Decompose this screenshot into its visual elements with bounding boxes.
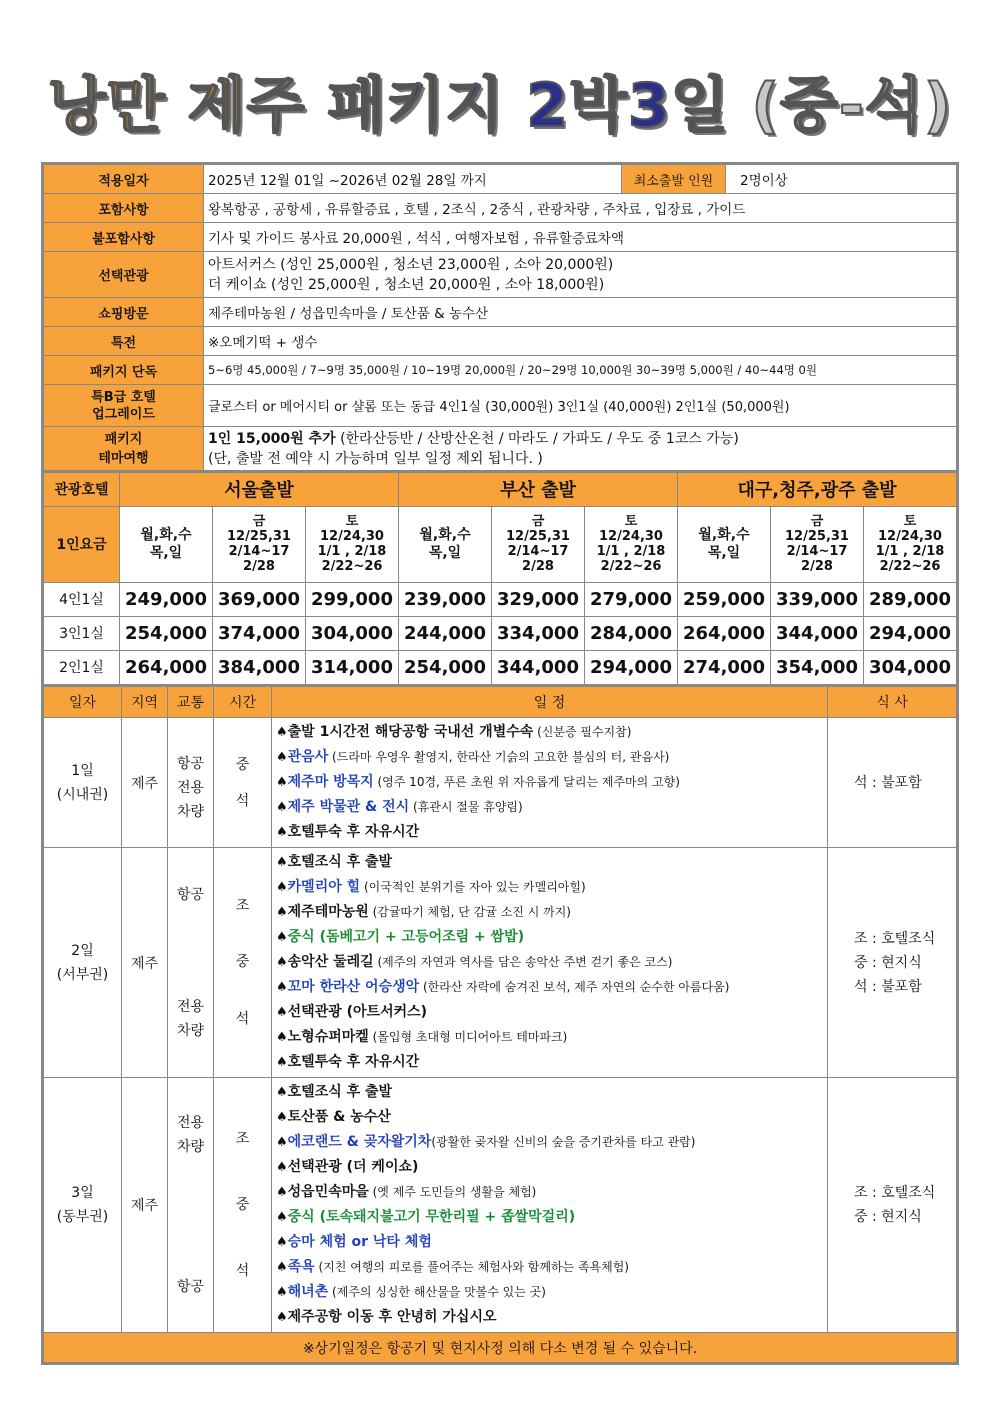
option-line-2: 더 케이쇼 (성인 25,000원 , 청소년 20,000원 , 소아 18,000원) xyxy=(208,276,605,293)
day-type-header xyxy=(306,506,399,582)
day-cell xyxy=(44,718,122,848)
spade-icon: ♠ xyxy=(276,905,288,920)
item-title: 선택관광 (아트서커스) xyxy=(287,1004,428,1020)
price-cell: 274,000 xyxy=(678,650,771,684)
day-type-line: 2/22~26 xyxy=(600,559,662,574)
day-cell xyxy=(44,1078,122,1333)
spade-icon: ♠ xyxy=(276,955,288,970)
price-cell: 264,000 xyxy=(120,650,213,684)
transport-line: 차량 xyxy=(176,803,205,820)
meal-time: 중 xyxy=(235,954,250,971)
day-number: 3일 xyxy=(71,1185,94,1201)
fare-label: 1인요금 xyxy=(44,506,120,582)
spade-icon: ♠ xyxy=(276,1160,288,1175)
day-type-line: 금 xyxy=(531,514,545,529)
time-cell xyxy=(214,1078,272,1333)
price-cell: 279,000 xyxy=(585,582,678,616)
day-type-header xyxy=(213,506,306,582)
shop-label: 쇼핑방문 xyxy=(44,298,204,327)
schedule-item xyxy=(276,720,823,745)
price-cell: 369,000 xyxy=(213,582,306,616)
theme-line-2: (단, 출발 전 예약 시 가능하며 일부 일정 제외 됩니다. ) xyxy=(208,450,543,467)
schedule-table xyxy=(43,685,957,1364)
price-cell: 289,000 xyxy=(864,582,957,616)
day-type-line: 12/25,31 xyxy=(506,529,570,544)
day-type-line: 2/14~17 xyxy=(228,544,290,559)
price-cell: 374,000 xyxy=(213,616,306,650)
meal-cell xyxy=(828,718,957,848)
price-cell: 329,000 xyxy=(492,582,585,616)
region-seoul: 서울출발 xyxy=(120,472,399,506)
header-plan: 일 정 xyxy=(272,686,828,718)
transport-line: 항공 xyxy=(176,1279,205,1295)
item-note: (영주 10경, 푸른 초원 위 자유롭게 달리는 제주마의 고향) xyxy=(373,775,680,789)
plan-cell xyxy=(272,848,828,1078)
spade-icon: ♠ xyxy=(276,1085,288,1100)
meal-info: 조 : 호텔조식 xyxy=(854,1185,936,1201)
item-title: 토산품 & 농수산 xyxy=(287,1109,391,1125)
day-type-header xyxy=(678,506,771,582)
meal-time: 중 xyxy=(235,1197,250,1213)
theme-label xyxy=(44,427,204,471)
include-label: 포함사항 xyxy=(44,194,204,223)
day-type-line: 토 xyxy=(345,514,359,529)
item-note: (드라마 우영우 촬영지, 한라산 기슭의 고요한 불심의 터, 관음사) xyxy=(328,750,670,764)
exclude-value: 기사 및 가이드 봉사료 20,000원 , 석식 , 여행자보험 , 유류할증료차액 xyxy=(204,223,957,252)
day-type-line: 2/28 xyxy=(243,559,275,574)
spade-icon: ♠ xyxy=(276,1235,288,1250)
schedule-item xyxy=(276,1305,823,1330)
day-type-line: 2/14~17 xyxy=(786,544,848,559)
special-value: ※오메기떡 + 생수 xyxy=(204,327,957,356)
schedule-item xyxy=(276,1180,823,1205)
day-type-header xyxy=(585,506,678,582)
item-title: 제주공항 이동 후 안녕히 가십시오 xyxy=(287,1309,497,1325)
day-type-line: 월,화,수 xyxy=(698,527,750,543)
region-name: 제주 xyxy=(130,955,159,972)
item-title: 송악산 둘레길 xyxy=(287,954,374,970)
day-type-line: 목,일 xyxy=(428,545,462,561)
item-title: 노형슈퍼마켙 xyxy=(287,1029,369,1045)
day-type-header xyxy=(399,506,492,582)
header-region: 지역 xyxy=(122,686,168,718)
item-title: 출발 1시간전 해당공항 국내선 개별수속 xyxy=(287,724,534,740)
spade-icon: ♠ xyxy=(276,800,288,815)
transport-line: 항공 xyxy=(176,755,205,772)
header-time: 시간 xyxy=(214,686,272,718)
day-type-line: 12/25,31 xyxy=(785,529,849,544)
day-type-line: 1/1 , 2/18 xyxy=(875,544,945,559)
schedule-item xyxy=(276,1105,823,1130)
price-cell: 284,000 xyxy=(585,616,678,650)
item-title: 중식 (돔베고기 + 고등어조림 + 쌈밥) xyxy=(287,929,525,945)
time-cell xyxy=(214,848,272,1078)
spade-icon: ♠ xyxy=(276,1055,288,1070)
day-type-header xyxy=(864,506,957,582)
price-cell: 249,000 xyxy=(120,582,213,616)
day-area: (시내권) xyxy=(56,786,109,803)
transport-line: 차량 xyxy=(176,1139,205,1155)
spade-icon: ♠ xyxy=(276,980,288,995)
schedule-notice: ※상기일정은 항공기 및 현지사정 의해 다소 변경 될 수 있습니다. xyxy=(44,1333,957,1363)
item-title: 호텔조식 후 출발 xyxy=(287,1084,393,1100)
day-type-line: 2/22~26 xyxy=(321,559,383,574)
transport-line: 전용 xyxy=(176,779,205,796)
meal-time: 중 xyxy=(235,756,250,773)
meal-info: 석 : 불포함 xyxy=(854,978,922,995)
price-cell: 334,000 xyxy=(492,616,585,650)
item-title: 호텔조식 후 출발 xyxy=(287,854,393,870)
meal-time: 석 xyxy=(235,792,250,809)
day-area: (서부권) xyxy=(56,966,109,983)
schedule-item xyxy=(276,1230,823,1255)
price-cell: 254,000 xyxy=(399,650,492,684)
spade-icon: ♠ xyxy=(276,1260,288,1275)
day-type-line: 2/28 xyxy=(522,559,554,574)
price-cell: 344,000 xyxy=(771,616,864,650)
theme-price: 1인 15,000원 추가 xyxy=(208,430,336,447)
room-type: 2인1실 xyxy=(44,650,120,684)
room-type: 4인1실 xyxy=(44,582,120,616)
item-note: (한라산 자락에 숨겨진 보석, 제주 자연의 순수한 아름다움) xyxy=(419,980,730,994)
price-row xyxy=(44,616,957,650)
spade-icon: ♠ xyxy=(276,1005,288,1020)
day-type-header xyxy=(120,506,213,582)
group-value: 5~6명 45,000원 / 7~9명 35,000원 / 10~19명 20,000원 / 20~29명 10,000원 30~39명 5,000원 / 40~44명 0원 xyxy=(204,356,957,385)
schedule-item xyxy=(276,875,823,900)
plan-cell xyxy=(272,718,828,848)
price-cell: 244,000 xyxy=(399,616,492,650)
spade-icon: ♠ xyxy=(276,775,288,790)
schedule-item xyxy=(276,795,823,820)
region-daegu: 대구,청주,광주 출발 xyxy=(678,472,957,506)
price-cell: 259,000 xyxy=(678,582,771,616)
transport-line: 항공 xyxy=(176,886,205,903)
price-cell: 294,000 xyxy=(864,616,957,650)
day-type-line: 2/14~17 xyxy=(507,544,569,559)
day-type-line: 12/24,30 xyxy=(878,529,942,544)
meal-time: 조 xyxy=(235,897,250,914)
price-cell: 354,000 xyxy=(771,650,864,684)
day-cell xyxy=(44,848,122,1078)
include-value: 왕복항공 , 공항세 , 유류할증료 , 호텔 , 2조식 , 2중식 , 관광차량 , 주차료 , 입장료 , 가이드 xyxy=(204,194,957,223)
item-title: 에코랜드 & 곶자왈기차 xyxy=(287,1134,432,1150)
theme-line-1 xyxy=(208,429,952,449)
item-title: 승마 체험 or 낙타 체험 xyxy=(287,1234,432,1250)
day-type-header xyxy=(771,506,864,582)
price-cell: 344,000 xyxy=(492,650,585,684)
region-cell xyxy=(122,718,168,848)
schedule-item xyxy=(276,850,823,875)
item-title: 선택관광 (더 케이쇼) xyxy=(287,1159,419,1175)
spade-icon: ♠ xyxy=(276,1135,288,1150)
day-number: 2일 xyxy=(71,942,94,959)
period-value: 2025년 12월 01일 ~2026년 02월 28일 까지 xyxy=(204,165,622,194)
schedule-day-row xyxy=(44,718,957,848)
meal-info: 중 : 현지식 xyxy=(854,954,922,971)
day-type-line: 월,화,수 xyxy=(419,527,471,543)
spade-icon: ♠ xyxy=(276,880,288,895)
spade-icon: ♠ xyxy=(276,1210,288,1225)
min-label: 최소출발 인원 xyxy=(622,165,726,194)
item-title: 제주테마농원 xyxy=(287,904,369,920)
schedule-item xyxy=(276,925,823,950)
theme-label-line-2: 테마여행 xyxy=(98,450,149,466)
option-line-1: 아트서커스 (성인 25,000원 , 청소년 23,000원 , 소아 20,000원) xyxy=(208,256,614,273)
meal-time: 석 xyxy=(235,1263,250,1279)
item-note: (제주의 자연과 역사를 담은 송악산 주변 걷기 좋은 코스) xyxy=(373,955,673,969)
price-cell: 384,000 xyxy=(213,650,306,684)
transport-line: 차량 xyxy=(176,1022,205,1039)
day-area: (동부권) xyxy=(56,1209,109,1225)
header-day: 일자 xyxy=(44,686,122,718)
region-cell xyxy=(122,848,168,1078)
meal-time: 조 xyxy=(235,1131,250,1147)
min-value: 2명이상 xyxy=(726,165,957,194)
day-type-line: 금 xyxy=(252,514,266,529)
price-cell: 304,000 xyxy=(306,616,399,650)
schedule-item xyxy=(276,1255,823,1280)
schedule-day-row xyxy=(44,1078,957,1333)
item-title: 꼬마 한라산 어승생악 xyxy=(287,979,420,995)
day-number: 1일 xyxy=(71,762,94,779)
header-meal: 식 사 xyxy=(828,686,957,718)
item-note: (이국적인 분위기를 자아 있는 카멜리아힐) xyxy=(360,880,586,894)
item-note: (지친 여행의 피로를 풀어주는 체험사와 함께하는 족욕체험) xyxy=(314,1260,629,1274)
meal-info: 석 : 불포함 xyxy=(854,774,922,791)
day-type-line: 2/28 xyxy=(801,559,833,574)
schedule-item xyxy=(276,820,823,845)
exclude-label: 불포함사항 xyxy=(44,223,204,252)
transport-cell xyxy=(168,1078,214,1333)
theme-value xyxy=(204,427,957,471)
schedule-item xyxy=(276,745,823,770)
option-value xyxy=(204,252,957,298)
spade-icon: ♠ xyxy=(276,1310,288,1325)
item-note: (제주의 싱싱한 해산물을 맛볼수 있는 곳) xyxy=(328,1285,546,1299)
price-cell: 254,000 xyxy=(120,616,213,650)
price-cell: 314,000 xyxy=(306,650,399,684)
spade-icon: ♠ xyxy=(276,825,288,840)
spade-icon: ♠ xyxy=(276,930,288,945)
option-label: 선택관광 xyxy=(44,252,204,298)
item-title: 카멜리아 힐 xyxy=(287,879,361,895)
theme-label-line-1: 패키지 xyxy=(104,431,143,447)
day-type-line: 12/24,30 xyxy=(599,529,663,544)
price-row xyxy=(44,650,957,684)
schedule-item xyxy=(276,1280,823,1305)
price-cell: 239,000 xyxy=(399,582,492,616)
day-type-line: 토 xyxy=(624,514,638,529)
group-label: 패키지 단독 xyxy=(44,356,204,385)
price-row xyxy=(44,582,957,616)
item-title: 중식 (토속돼지불고기 무한리필 + 좁쌀막걸리) xyxy=(287,1209,576,1225)
spade-icon: ♠ xyxy=(276,1285,288,1300)
item-title: 관음사 xyxy=(287,749,329,765)
price-cell: 264,000 xyxy=(678,616,771,650)
spade-icon: ♠ xyxy=(276,1030,288,1045)
item-note: (몰입형 초대형 미디어아트 테마파크) xyxy=(368,1030,568,1044)
item-note: (광활한 곶자왈 신비의 숲을 증기관차를 타고 관람) xyxy=(431,1135,696,1149)
region-name: 제주 xyxy=(130,775,159,792)
title-part-1: 낭만 제주 xyxy=(47,71,306,141)
day-type-line: 금 xyxy=(810,514,824,529)
shop-value: 제주테마농원 / 성읍민속마을 / 토산품 & 농수산 xyxy=(204,298,957,327)
upgrade-label xyxy=(44,385,204,427)
day-type-line: 목,일 xyxy=(149,545,183,561)
price-cell: 304,000 xyxy=(864,650,957,684)
schedule-item xyxy=(276,1025,823,1050)
schedule-item xyxy=(276,770,823,795)
price-cell: 299,000 xyxy=(306,582,399,616)
day-type-line: 1/1 , 2/18 xyxy=(317,544,387,559)
day-type-line: 1/1 , 2/18 xyxy=(596,544,666,559)
region-busan: 부산 출발 xyxy=(399,472,678,506)
price-cell: 339,000 xyxy=(771,582,864,616)
schedule-day-row xyxy=(44,848,957,1078)
schedule-item xyxy=(276,1155,823,1180)
special-label: 특전 xyxy=(44,327,204,356)
page-title xyxy=(0,58,1000,144)
price-table xyxy=(43,471,957,685)
spade-icon: ♠ xyxy=(276,855,288,870)
theme-courses: (한라산등반 / 산방산온천 / 마라도 / 가파도 / 우도 중 1코스 가능) xyxy=(335,430,739,447)
plan-cell xyxy=(272,1078,828,1333)
schedule-item xyxy=(276,975,823,1000)
price-cell: 294,000 xyxy=(585,650,678,684)
item-note: (옛 제주 도민들의 생활을 체험) xyxy=(368,1185,537,1199)
spade-icon: ♠ xyxy=(276,725,288,740)
item-note: (신분증 필수지참) xyxy=(533,725,632,739)
period-label: 적용일자 xyxy=(44,165,204,194)
schedule-item xyxy=(276,1130,823,1155)
item-title: 성읍민속마을 xyxy=(287,1184,369,1200)
day-type-line: 목,일 xyxy=(707,545,741,561)
schedule-item xyxy=(276,950,823,975)
transport-cell xyxy=(168,848,214,1078)
region-name: 제주 xyxy=(130,1198,159,1214)
meal-cell xyxy=(828,848,957,1078)
schedule-item xyxy=(276,1000,823,1025)
transport-line: 전용 xyxy=(176,998,205,1015)
day-type-line: 12/24,30 xyxy=(320,529,384,544)
hotel-label: 관광호텔 xyxy=(44,472,120,506)
header-transport: 교통 xyxy=(168,686,214,718)
item-title: 호텔투숙 후 자유시간 xyxy=(287,1054,420,1070)
item-title: 제주 박물관 & 전시 xyxy=(287,799,410,815)
schedule-item xyxy=(276,1050,823,1075)
meal-info: 중 : 현지식 xyxy=(854,1209,922,1225)
upgrade-label-line-1: 특B급 호텔 xyxy=(91,389,156,405)
transport-line: 전용 xyxy=(176,1115,205,1131)
day-type-header xyxy=(492,506,585,582)
transport-cell xyxy=(168,718,214,848)
day-type-line: 12/25,31 xyxy=(227,529,291,544)
meal-cell xyxy=(828,1078,957,1333)
upgrade-label-line-2: 업그레이드 xyxy=(92,406,155,422)
item-note: (휴관시 절물 휴양림) xyxy=(409,800,523,814)
day-type-line: 2/22~26 xyxy=(879,559,941,574)
day-type-line: 토 xyxy=(903,514,917,529)
room-type: 3인1실 xyxy=(44,616,120,650)
region-cell xyxy=(122,1078,168,1333)
time-cell xyxy=(214,718,272,848)
day-type-line: 월,화,수 xyxy=(140,527,192,543)
schedule-item xyxy=(276,900,823,925)
spade-icon: ♠ xyxy=(276,1185,288,1200)
item-note: (감귤따기 체험, 단 감귤 소진 시 까지) xyxy=(368,905,571,919)
title-part-3: (중-석) xyxy=(751,71,953,141)
itinerary-document xyxy=(41,162,959,1365)
item-title: 족욕 xyxy=(287,1259,315,1275)
meal-info: 조 : 호텔조식 xyxy=(854,930,936,947)
spade-icon: ♠ xyxy=(276,750,288,765)
spade-icon: ♠ xyxy=(276,1110,288,1125)
schedule-item xyxy=(276,1080,823,1105)
item-title: 호텔투숙 후 자유시간 xyxy=(287,824,420,840)
upgrade-value: 글로스터 or 메어시티 or 샬롬 또는 동급 4인1실 (30,000원) 3인1실 (40,000원) 2인1실 (50,000원) xyxy=(204,385,957,427)
item-title: 해녀촌 xyxy=(287,1284,329,1300)
title-part-2: 패키지 2박3일 xyxy=(327,71,730,141)
schedule-item xyxy=(276,1205,823,1230)
meal-time: 석 xyxy=(235,1011,250,1028)
info-table xyxy=(43,164,957,471)
item-title: 제주마 방목지 xyxy=(287,774,374,790)
